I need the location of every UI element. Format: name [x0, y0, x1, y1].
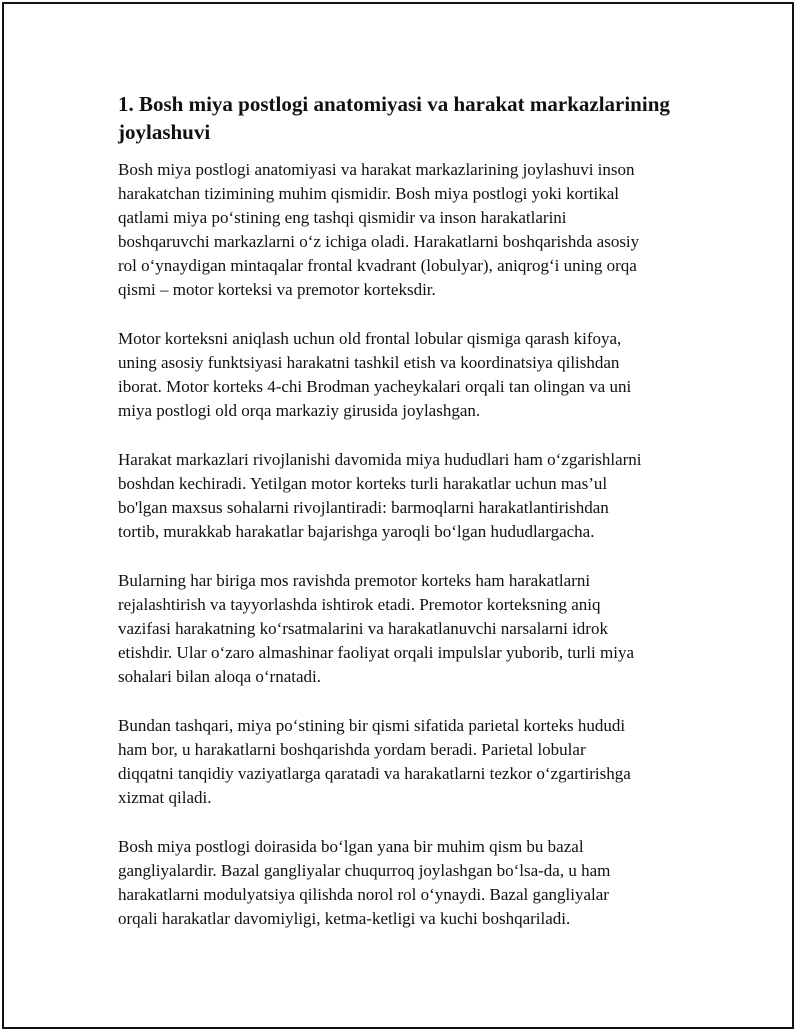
document-body: [118, 90, 698, 956]
section-heading: 1. Bosh miya postlogi anatomiyasi va harakat markazlarining joylashuvi: [118, 92, 670, 144]
paragraph-4: Bularning har biriga mos ravishda premotor korteks ham harakatlarni rejalashtirish va tayyorlashda ishtirok etadi. Premotor korteksning aniq vazifasi harakatning ko‘rsatmalarini va harakatlanuvchi narsalarni idrok etishdir. Ular o‘zaro almashinar faoliyat orqali impulslar yuborib, turli miya sohalari bilan aloqa o‘rnatadi.: [118, 571, 635, 686]
paragraph-1: Bosh miya postlogi anatomiyasi va harakat markazlarining joylashuvi inson harakatchan tizimining muhim qismidir. Bosh miya postlogi yoki kortikal qatlami miya po‘stining eng tashqi qismidir va inson harakatlarini boshqaruvchi markazlarni o‘z ichiga oladi. Harakatlarni boshqarishda asosiy rol o‘ynaydigan mintaqalar frontal kvadrant (lobulyar), aniqrog‘i uning orqa qismi – motor korteksi va premotor korteksdir.: [118, 160, 640, 299]
paragraph-6: Bosh miya postlogi doirasida bo‘lgan yana bir muhim qism bu bazal gangliyalardir. Bazal gangliyalar chuqurroq joylashgan bo‘lsa-da, u ham harakatlarni modulyatsiya qilishda norol rol o‘ynaydi. Bazal gangliyalar orqali harakatlar davomiyligi, ketma-ketligi va kuchi boshqariladi.: [118, 837, 611, 928]
paragraph-2: Motor korteksni aniqlash uchun old frontal lobular qismiga qarash kifoya, uning asosiy funktsiyasi harakatni tashkil etish va koordinatsiya qilishdan iborat. Motor korteks 4-chi Brodman yacheykalari orqali tan olingan va uni miya postlogi old orqa markaziy girusida joylashgan.: [118, 329, 632, 420]
paragraph-5: Bundan tashqari, miya po‘stining bir qismi sifatida parietal korteks hududi ham bor, u harakatlarni boshqarishda yordam beradi. Parietal lobular diqqatni tanqidiy vaziyatlarga qaratadi va harakatlarni tezkor o‘zgartirishga xizmat qiladi.: [118, 716, 631, 807]
paragraph-3: Harakat markazlari rivojlanishi davomida miya hududlari ham o‘zgarishlarni boshdan kechiradi. Yetilgan motor korteks turli harakatlar uchun mas’ul bo'lgan maxsus sohalarni rivojlantiradi: barmoqlarni harakatlantirishdan tortib, murakkab harakatlar bajarishga yaroqli bo‘lgan hududlargacha.: [118, 450, 642, 541]
